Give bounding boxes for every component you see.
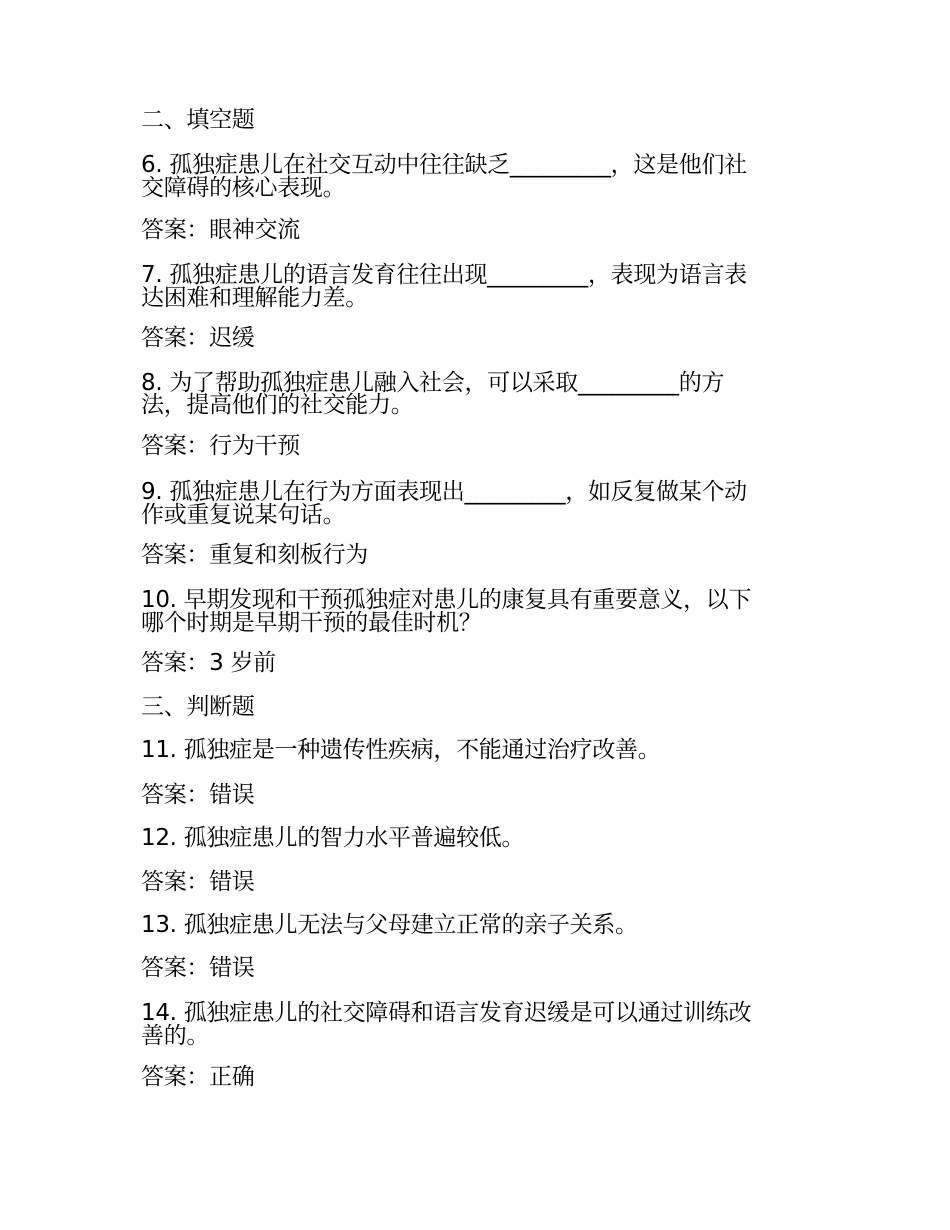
answer-text: 答案：正确 [141,1064,255,1090]
section-heading: 二、填空题 [141,107,255,133]
question-text: 7. 孤独症患儿的语言发育往往出现_________，表现为语言表 [141,262,747,288]
question-text: 12. 孤独症患儿的智力水平普遍较低。 [141,825,525,851]
answer-text: 答案：错误 [141,955,255,981]
answer-text: 答案：迟缓 [141,325,255,351]
question-text: 达困难和理解能力差。 [141,285,369,311]
question-text: 10. 早期发现和干预孤独症对患儿的康复具有重要意义，以下 [141,587,752,613]
answer-text: 答案：3 岁前 [141,650,276,676]
question-text: 14. 孤独症患儿的社交障碍和语言发育迟缓是可以通过训练改 [141,1000,752,1026]
question-text: 11. 孤独症是一种遗传性疾病，不能通过治疗改善。 [141,737,661,763]
answer-text: 答案：错误 [141,782,255,808]
section-heading: 三、判断题 [141,694,255,720]
question-text: 法，提高他们的社交能力。 [141,392,414,418]
answer-text: 答案：行为干预 [141,433,300,459]
question-text: 6. 孤独症患儿在社交互动中往往缺乏_________，这是他们社 [141,152,747,178]
question-text: 交障碍的核心表现。 [141,175,346,201]
answer-text: 答案：眼神交流 [141,217,300,243]
question-text: 13. 孤独症患儿无法与父母建立正常的亲子关系。 [141,912,638,938]
question-text: 善的。 [141,1023,210,1049]
question-text: 哪个时期是早期干预的最佳时机？ [141,610,482,636]
question-text: 8. 为了帮助孤独症患儿融入社会，可以采取_________的方 [141,370,725,396]
question-text: 作或重复说某句话。 [141,502,346,528]
answer-text: 答案：错误 [141,869,255,895]
answer-text: 答案：重复和刻板行为 [141,542,369,568]
question-text: 9. 孤独症患儿在行为方面表现出_________，如反复做某个动 [141,479,747,505]
